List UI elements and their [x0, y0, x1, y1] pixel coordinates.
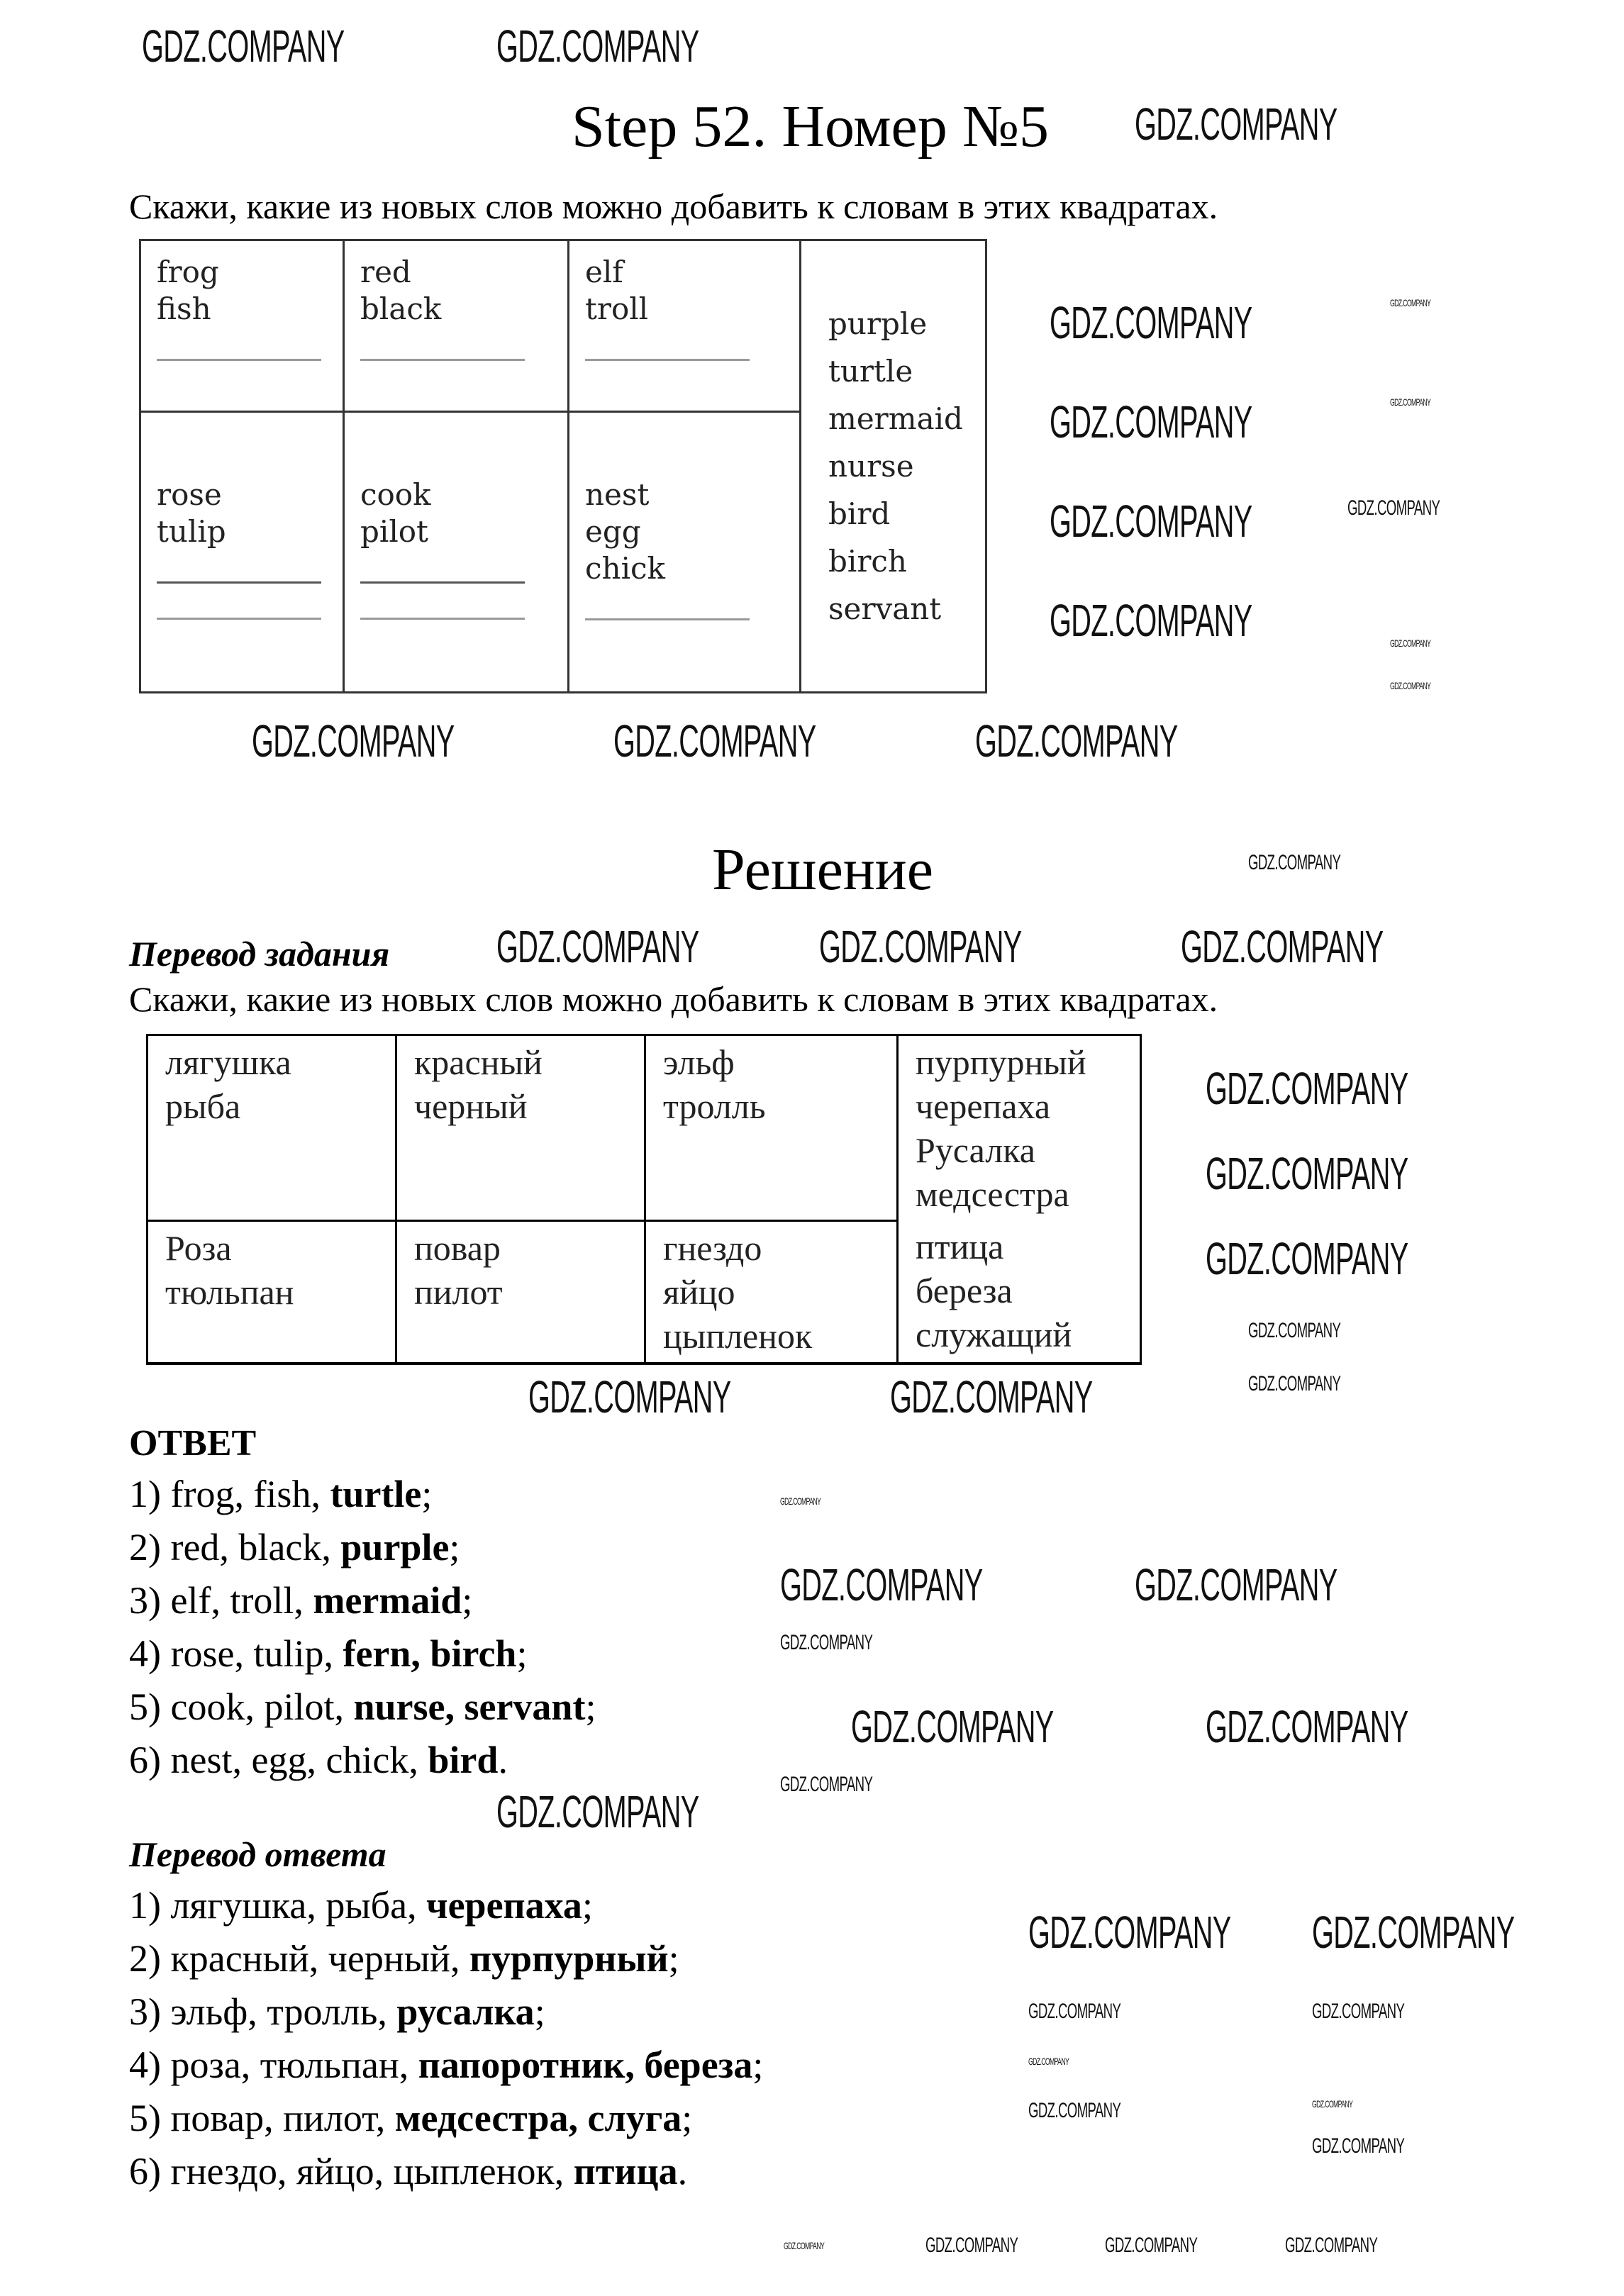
answer-bold: пурпурный: [469, 1937, 669, 1980]
watermark: GDZ.COMPANY: [1312, 1907, 1515, 1958]
answer-bold: turtle: [330, 1473, 422, 1515]
watermark: GDZ.COMPANY: [780, 1559, 983, 1610]
answer-end: ;: [534, 1990, 545, 2033]
answer-line: [129, 2043, 763, 2087]
answer-line: [129, 1632, 527, 1676]
translation-cell: [148, 1035, 396, 1221]
answer-end: ;: [585, 1685, 596, 1728]
answer-end: .: [498, 1739, 508, 1781]
answer-num: 1): [129, 1473, 161, 1515]
answer-line: [129, 1578, 472, 1622]
watermark: GDZ.COMPANY: [784, 2240, 825, 2251]
answer-line: [129, 1990, 545, 2034]
answer-blank: [360, 586, 525, 620]
answer-blank: [157, 328, 321, 361]
word: rose: [157, 477, 222, 512]
word: nest: [585, 477, 650, 512]
watermark: GDZ.COMPANY: [1050, 496, 1252, 547]
solution-heading: Решение: [712, 837, 934, 903]
answer-plain: elf, troll,: [170, 1579, 304, 1622]
word: эльф: [663, 1042, 735, 1082]
watermark: GDZ.COMPANY: [819, 921, 1022, 972]
answer-num: 2): [129, 1526, 161, 1568]
watermark: GDZ.COMPANY: [1028, 2056, 1069, 2067]
bank-word: turtle: [828, 354, 913, 389]
translation-bank-top: [898, 1035, 1141, 1221]
translation-cell: [148, 1220, 396, 1364]
answer-num: 4): [129, 2044, 161, 2086]
watermark: GDZ.COMPANY: [1390, 637, 1431, 649]
answer-end: ;: [582, 1884, 593, 1927]
answer-plain: эльф, тролль,: [170, 1990, 387, 2033]
answer-num: 3): [129, 1990, 161, 2033]
watermark: GDZ.COMPANY: [1312, 2000, 1405, 2023]
word: цыпленок: [663, 1315, 813, 1356]
bank-word: медсестра: [916, 1174, 1069, 1214]
answer-plain: frog, fish,: [170, 1473, 321, 1515]
answer-num: 3): [129, 1579, 161, 1622]
answer-num: 1): [129, 1884, 161, 1927]
translation-cell: [396, 1220, 645, 1364]
exercise-cell: [140, 411, 344, 692]
watermark: GDZ.COMPANY: [1390, 680, 1431, 691]
answer-line: [129, 1883, 593, 1927]
bank-word: береза: [916, 1271, 1013, 1310]
answer-bold: mermaid: [313, 1579, 462, 1622]
watermark: GDZ.COMPANY: [1390, 297, 1431, 308]
watermark: GDZ.COMPANY: [780, 1631, 873, 1654]
answer-line: [129, 1472, 432, 1516]
word: тролль: [663, 1086, 766, 1126]
watermark: GDZ.COMPANY: [496, 921, 699, 972]
answer-bold: nurse, servant: [353, 1685, 586, 1728]
word: egg: [585, 513, 641, 549]
watermark: GDZ.COMPANY: [1181, 921, 1384, 972]
answer-bold: bird: [428, 1739, 499, 1781]
answer-blank: [585, 328, 750, 361]
answer-line: [129, 2149, 687, 2193]
watermark: GDZ.COMPANY: [925, 2234, 1018, 2257]
watermark: GDZ.COMPANY: [1248, 1319, 1341, 1342]
bank-word: черепаха: [916, 1086, 1051, 1126]
bank-word: nurse: [828, 449, 914, 484]
word: яйцо: [663, 1271, 735, 1312]
answer-line: [129, 1525, 460, 1569]
word: elf: [585, 255, 623, 289]
answer-blank: [157, 586, 321, 620]
answer-plain: лягушка, рыба,: [170, 1884, 417, 1927]
answer-line: [129, 1936, 679, 1980]
watermark: GDZ.COMPANY: [496, 21, 699, 72]
answer-line: [129, 1685, 596, 1729]
answer-plain: rose, tulip,: [170, 1632, 333, 1675]
watermark: GDZ.COMPANY: [613, 715, 816, 767]
word: красный: [414, 1042, 543, 1082]
watermark: GDZ.COMPANY: [1206, 1148, 1408, 1199]
answer-end: ;: [682, 2097, 693, 2139]
word: гнездо: [663, 1227, 762, 1268]
bank-word: bird: [828, 496, 891, 531]
bank-word: птица: [916, 1227, 1004, 1266]
watermark: GDZ.COMPANY: [1050, 297, 1252, 348]
word: пилот: [414, 1271, 503, 1312]
task-translation: Скажи, какие из новых слов можно добавить к словам в этих квадратах.: [129, 979, 1218, 1019]
answer-bold: черепаха: [426, 1884, 582, 1927]
word: тюльпан: [165, 1271, 294, 1312]
watermark: GDZ.COMPANY: [1285, 2234, 1378, 2257]
watermark: GDZ.COMPANY: [890, 1371, 1093, 1422]
watermark: GDZ.COMPANY: [1312, 2098, 1353, 2110]
answer-translation-label: Перевод ответа: [129, 1834, 386, 1874]
word: pilot: [360, 513, 428, 549]
answer-line: [129, 2096, 692, 2140]
answer-plain: гнездо, яйцо, цыпленок,: [170, 2150, 564, 2192]
answer-end: ;: [462, 1579, 473, 1622]
word: лягушка: [165, 1042, 291, 1082]
answer-end: ;: [449, 1526, 460, 1568]
watermark: GDZ.COMPANY: [1248, 851, 1341, 874]
word: chick: [585, 550, 665, 586]
translation-cell: [396, 1035, 645, 1221]
watermark: GDZ.COMPANY: [1390, 396, 1431, 408]
answer-plain: повар, пилот,: [170, 2097, 386, 2139]
answer-num: 6): [129, 1739, 161, 1781]
exercise-cell: [344, 240, 569, 412]
word: tulip: [157, 513, 226, 549]
watermark: GDZ.COMPANY: [1135, 1559, 1337, 1610]
bank-word: purple: [828, 306, 928, 341]
word: Роза: [165, 1227, 232, 1268]
exercise-cell: [569, 411, 801, 692]
answer-line: [129, 1738, 508, 1782]
answer-plain: роза, тюльпан,: [170, 2044, 409, 2086]
bank-word: mermaid: [828, 401, 963, 436]
answer-blank: [157, 550, 321, 584]
answer-num: 4): [129, 1632, 161, 1675]
watermark: GDZ.COMPANY: [1347, 496, 1440, 520]
watermark: GDZ.COMPANY: [1206, 1233, 1408, 1284]
word: cook: [360, 477, 431, 512]
answer-bold: медсестра, слуга: [394, 2097, 682, 2139]
word: черный: [414, 1086, 528, 1126]
word: рыба: [165, 1086, 241, 1126]
word: black: [360, 291, 442, 326]
watermark: GDZ.COMPANY: [1248, 1372, 1341, 1395]
word: red: [360, 255, 411, 289]
answer-end: ;: [421, 1473, 433, 1515]
word: troll: [585, 291, 649, 326]
task-translation-label: Перевод задания: [129, 934, 390, 974]
translation-cell: [645, 1035, 898, 1221]
answer-num: 5): [129, 1685, 161, 1728]
watermark: GDZ.COMPANY: [1105, 2234, 1198, 2257]
translation-cell: [645, 1220, 898, 1364]
watermark: GDZ.COMPANY: [780, 1495, 821, 1507]
watermark: GDZ.COMPANY: [528, 1371, 731, 1422]
page-title: Step 52. Номер №5: [572, 94, 1049, 160]
watermark: GDZ.COMPANY: [1206, 1063, 1408, 1114]
answer-end: ;: [668, 1937, 679, 1980]
watermark: GDZ.COMPANY: [1312, 2134, 1405, 2158]
watermark: GDZ.COMPANY: [780, 1773, 873, 1796]
exercise-cell: [140, 240, 344, 412]
word-bank: [801, 240, 986, 693]
exercise-table: [139, 239, 987, 693]
exercise-cell: [344, 411, 569, 692]
answer-plain: red, black,: [170, 1526, 331, 1568]
bank-word: пурпурный: [916, 1042, 1086, 1082]
answer-end: ;: [752, 2044, 764, 2086]
answer-num: 6): [129, 2150, 161, 2192]
answer-blank: [360, 328, 525, 361]
answer-plain: nest, egg, chick,: [170, 1739, 418, 1781]
answer-bold: purple: [340, 1526, 450, 1568]
translation-table: [146, 1034, 1142, 1365]
answer-plain: cook, pilot,: [170, 1685, 344, 1728]
answer-bold: птица: [573, 2150, 678, 2192]
answer-end: ;: [516, 1632, 528, 1675]
watermark: GDZ.COMPANY: [1050, 595, 1252, 646]
answer-bold: fern, birch: [343, 1632, 517, 1675]
watermark: GDZ.COMPANY: [975, 715, 1178, 767]
bank-word: служащий: [916, 1315, 1072, 1354]
watermark: GDZ.COMPANY: [1028, 2099, 1121, 2122]
watermark: GDZ.COMPANY: [496, 1786, 699, 1837]
watermark: GDZ.COMPANY: [1135, 99, 1337, 150]
answer-label: ОТВЕТ: [129, 1423, 257, 1464]
exercise-cell: [569, 240, 801, 412]
watermark: GDZ.COMPANY: [252, 715, 455, 767]
watermark: GDZ.COMPANY: [851, 1701, 1054, 1752]
answer-end: .: [677, 2150, 688, 2192]
answer-bold: русалка: [396, 1990, 535, 2033]
word: frog: [157, 255, 219, 289]
watermark: GDZ.COMPANY: [1028, 2000, 1121, 2023]
bank-word: Русалка: [916, 1130, 1035, 1170]
answer-blank: [585, 587, 750, 620]
answer-plain: красный, черный,: [170, 1937, 460, 1980]
watermark: GDZ.COMPANY: [142, 21, 345, 72]
word: повар: [414, 1227, 501, 1268]
watermark: GDZ.COMPANY: [1028, 1907, 1231, 1958]
bank-word: birch: [828, 544, 907, 579]
answer-num: 2): [129, 1937, 161, 1980]
answer-blank: [360, 550, 525, 584]
translation-bank-bottom: [898, 1220, 1141, 1364]
answer-num: 5): [129, 2097, 161, 2139]
watermark: GDZ.COMPANY: [1206, 1701, 1408, 1752]
instruction: Скажи, какие из новых слов можно добавить к словам в этих квадратах.: [129, 186, 1218, 226]
bank-word: servant: [828, 591, 942, 626]
watermark: GDZ.COMPANY: [1050, 396, 1252, 447]
word: fish: [157, 291, 211, 326]
answer-bold: папоротник, береза: [418, 2044, 753, 2086]
